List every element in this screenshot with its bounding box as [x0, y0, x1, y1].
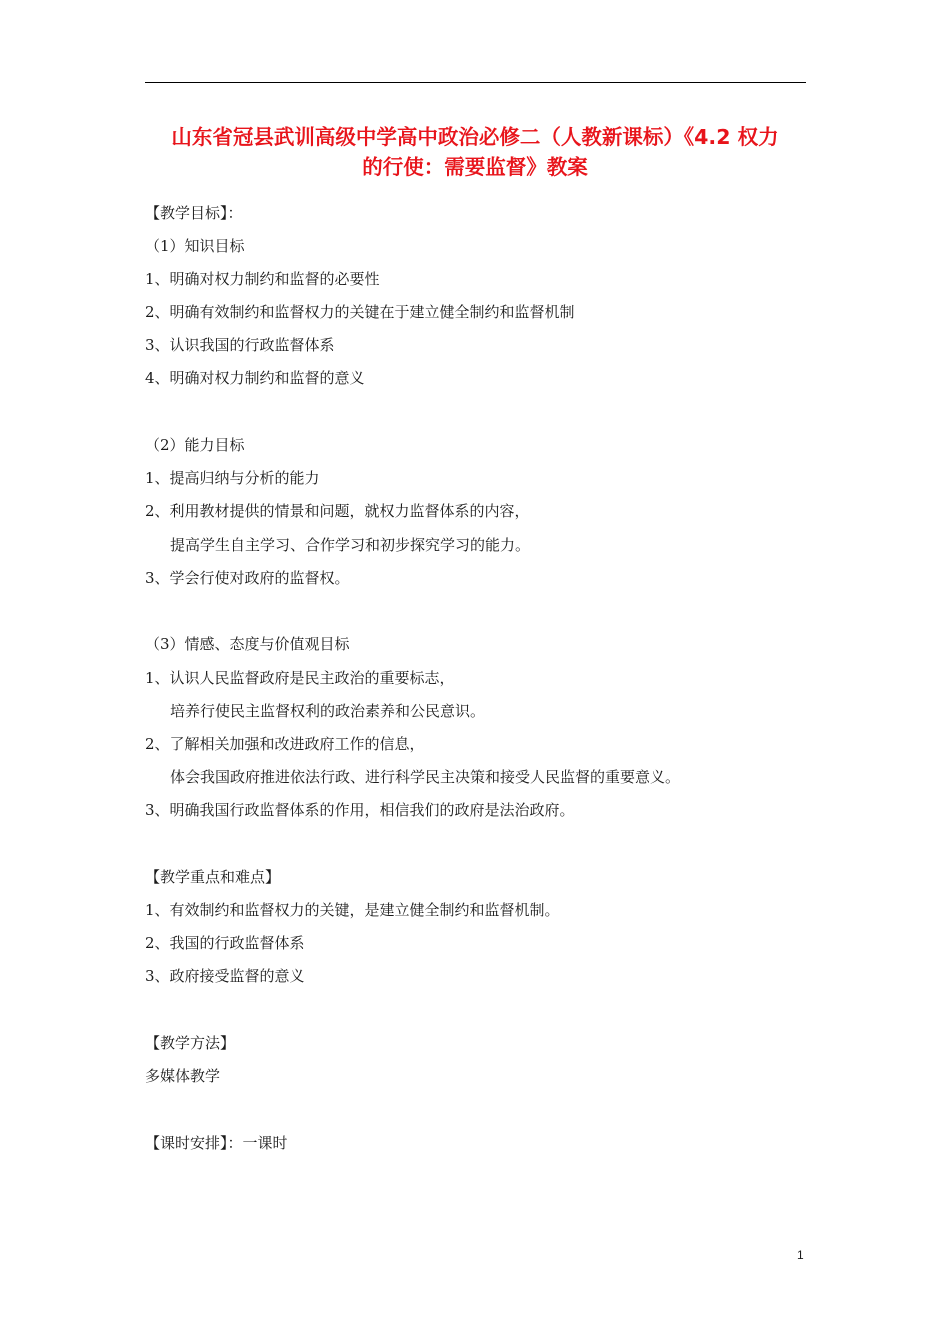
knowledge-item-2: 2、明确有效制约和监督权力的关键在于建立健全制约和监督机制 [145, 303, 575, 321]
document-title [130, 122, 820, 182]
method-text: 多媒体教学 [145, 1067, 221, 1085]
ability-item-3: 3、学会行使对政府的监督权。 [145, 569, 350, 587]
key-point-1: 1、有效制约和监督权力的关键，是建立健全制约和监督机制。 [145, 901, 560, 919]
title-line-1: 山东省冠县武训高级中学高中政治必修二（人教新课标）《4.2 权力 [171, 125, 779, 149]
values-item-3: 3、明确我国行政监督体系的作用，相信我们的政府是法治政府。 [145, 801, 575, 819]
values-item-1: 1、认识人民监督政府是民主政治的重要标志， [145, 669, 455, 687]
key-point-2: 2、我国的行政监督体系 [145, 934, 305, 952]
title-line-2: 的行使：需要监督》教案 [362, 155, 588, 179]
values-item-2: 2、了解相关加强和改进政府工作的信息， [145, 735, 425, 753]
knowledge-item-1: 1、明确对权力制约和监督的必要性 [145, 270, 380, 288]
key-points-heading: 【教学重点和难点】 [145, 868, 281, 886]
ability-item-2-continued: 提高学生自主学习、合作学习和初步探究学习的能力。 [170, 536, 531, 554]
objectives-heading: 【教学目标】： [145, 204, 243, 222]
knowledge-heading: （1）知识目标 [145, 237, 245, 255]
values-item-2-continued: 体会我国政府推进依法行政、进行科学民主决策和接受人民监督的重要意义。 [170, 768, 681, 786]
page-number: 1 [797, 1248, 804, 1262]
ability-heading: （2）能力目标 [145, 436, 245, 454]
ability-item-1: 1、提高归纳与分析的能力 [145, 469, 320, 487]
ability-item-2: 2、利用教材提供的情景和问题，就权力监督体系的内容， [145, 502, 530, 520]
values-item-1-continued: 培养行使民主监督权利的政治素养和公民意识。 [170, 702, 486, 720]
schedule-line: 【课时安排】：一课时 [145, 1134, 288, 1152]
knowledge-item-3: 3、认识我国的行政监督体系 [145, 336, 335, 354]
values-heading: （3）情感、态度与价值观目标 [145, 635, 350, 653]
method-heading: 【教学方法】 [145, 1034, 236, 1052]
header-rule [145, 82, 806, 83]
key-point-3: 3、政府接受监督的意义 [145, 967, 305, 985]
knowledge-item-4: 4、明确对权力制约和监督的意义 [145, 369, 365, 387]
